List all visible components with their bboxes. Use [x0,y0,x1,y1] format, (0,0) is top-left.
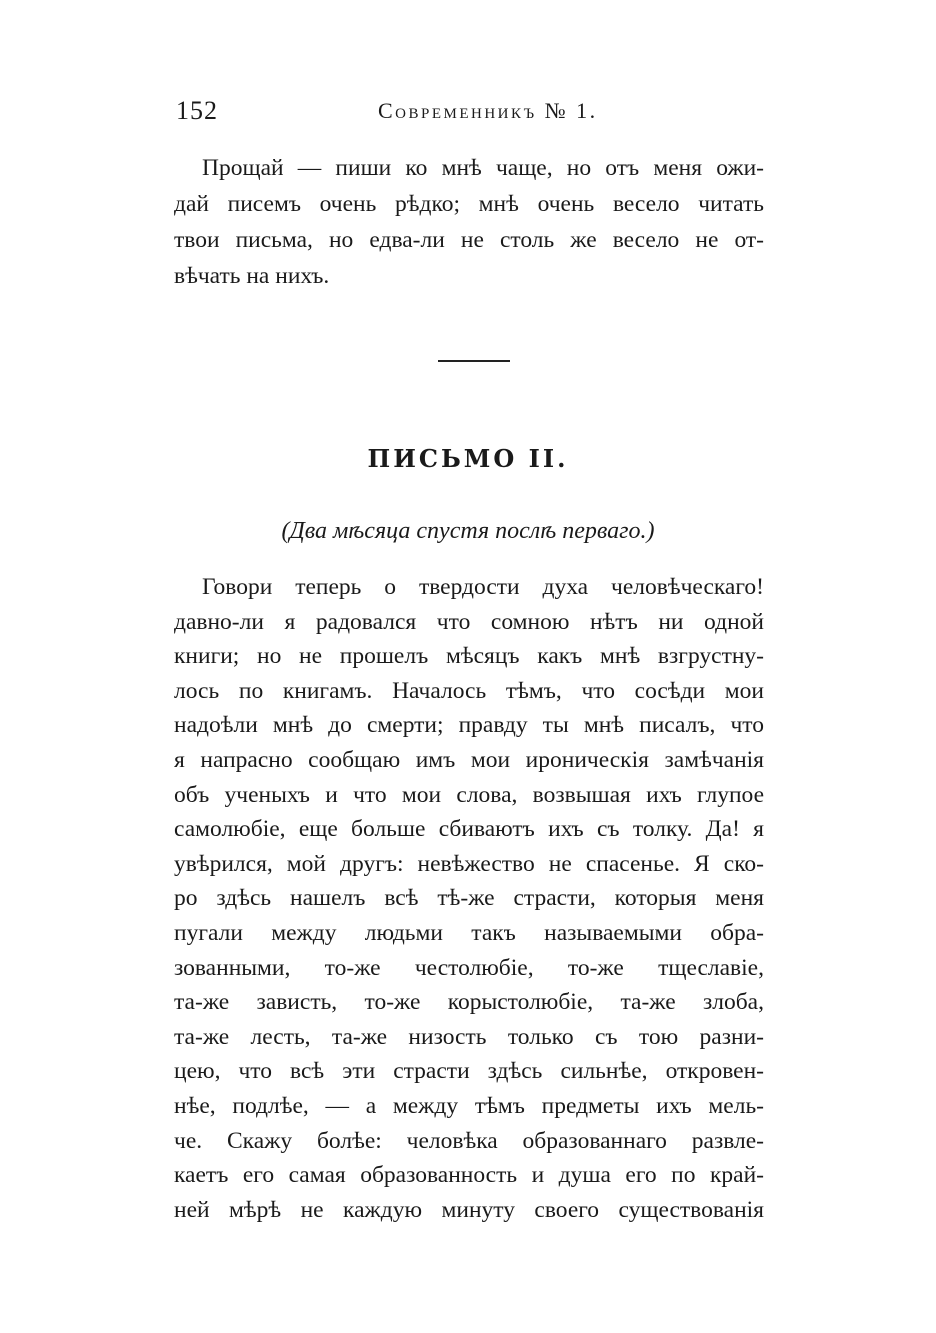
text-line: че. Скажу болѣе: человѣка образованнаго развле- [174,1127,764,1154]
text-line: лось по книгамъ. Началось тѣмъ, что сосѣди мои [174,677,764,704]
text-line: цею, что всѣ эти страсти здѣсь сильнѣе, откровен- [174,1058,764,1085]
letter-heading: ПИСЬМО II. [367,444,569,473]
text-line: твои письма, но едва-ли не столь же весело не от- [174,227,764,253]
text-line: ней мѣрѣ не каждую минуту своего существованія [174,1196,764,1223]
text-line: Прощай — пиши ко мнѣ чаще, но отъ меня ожи- [202,155,764,181]
text-line: ро здѣсь нашелъ всѣ тѣ-же страсти, которыя меня [174,885,764,912]
text-line: самолюбіе, еще больше сбиваютъ ихъ съ толку. Да! я [174,816,764,843]
text-line: надоѣли мнѣ до смерти; правду ты мнѣ писалъ, что [174,712,764,739]
text-line: Говори теперь о твердости духа человѣческаго! [202,574,764,600]
text-line: книги; но не прошелъ мѣсяцъ какъ мнѣ взгрустну- [174,643,764,670]
journal-title: Современникъ № 1. [378,98,598,123]
text-line: я напрасно сообщаю имъ мои ироническія замѣчанія [174,746,764,773]
text-line: та-же зависть, то-же корыстолюбіе, та-же злоба, [174,989,764,1016]
text-line: зованными, то-же честолюбіе, то-же тщеславіе, [174,954,764,981]
closing-paragraph [174,150,764,294]
text-line: нѣе, подлѣе, — а между тѣмъ предметы ихъ мель- [174,1092,764,1119]
page-number: 152 [176,96,218,125]
text-line: увѣрился, мой другъ: невѣжество не спасенье. Я ско- [174,850,764,877]
text-line: пугали между людьми такъ называемыми обра- [174,919,764,946]
section-divider [438,360,510,362]
text-line: давно-ли я радовался что сомною нѣтъ ни одной [174,608,764,635]
text-line: каетъ его самая образованность и душа его по край- [174,1162,764,1189]
text-line: объ ученыхъ и что мои слова, возвышая ихъ глупое [174,781,764,808]
text-line: дай писемъ очень рѣдко; мнѣ очень весело читать [174,191,764,217]
running-header [176,96,776,130]
text-line: вѣчать на нихъ. [174,263,330,289]
text-line: та-же лесть, та-же низость только съ тою разни- [174,1023,764,1050]
letter-subtitle: (Два мѣсяца спустя послѣ перваго.) [281,518,655,544]
letter-body [174,570,764,1227]
